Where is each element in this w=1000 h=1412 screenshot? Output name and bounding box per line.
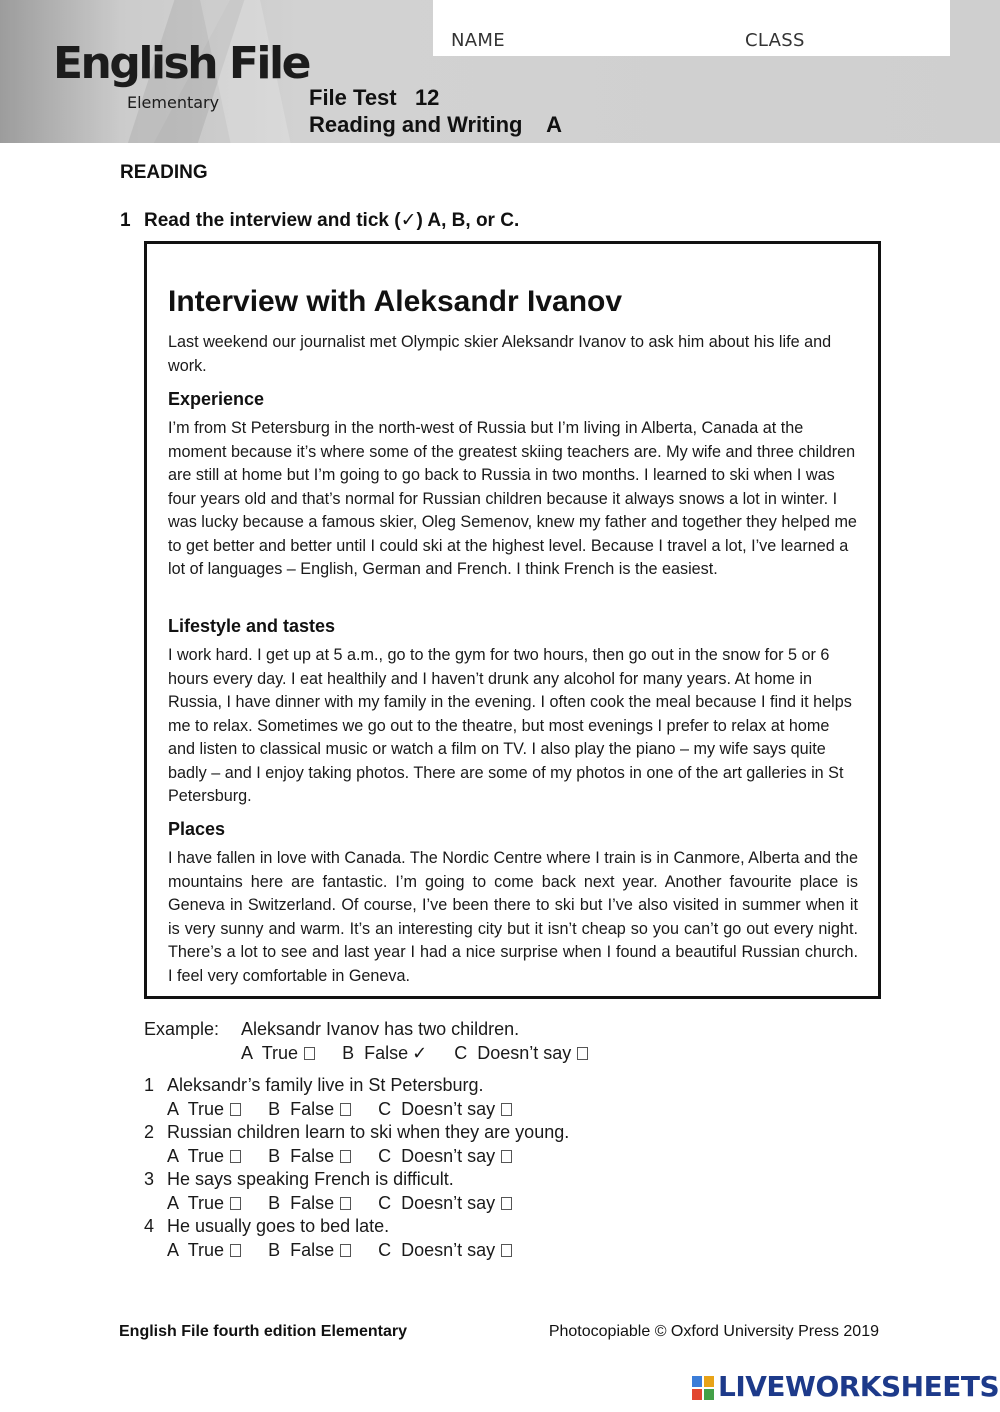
- liveworksheets-wordmark: LIVEWORKSHEETS: [718, 1370, 1000, 1403]
- item-statement: He usually goes to bed late.: [167, 1216, 390, 1236]
- section-text-places: I have fallen in love with Canada. The Nordic Centre where I train is in Canmore, Alberta and the mountains here are fantastic. I’m going to come back next year. Another favourite place is Geneva in Switzerland. Of course, I’ve been there to ski but I’ve also visited in summer when it is very sunny and warm. It’s an interesting city but it isn’t cheap so you can’t go out every night. There’s a lot to see and last year I had a nice surprise when I found a beautiful Russian church. I feel very comfortable in Geneva.: [168, 849, 858, 985]
- checkbox[interactable]: [501, 1103, 512, 1116]
- example-option-c: [454, 1043, 588, 1064]
- article-box: [144, 241, 881, 999]
- option-label: C Doesn’t say: [378, 1240, 496, 1260]
- item-statement: He says speaking French is difficult.: [167, 1169, 454, 1189]
- option-label: A True: [167, 1193, 225, 1213]
- checkbox[interactable]: [501, 1150, 512, 1163]
- option-c: [378, 1193, 512, 1214]
- section-title: READING: [120, 162, 208, 183]
- section-heading-experience: Experience: [168, 389, 265, 409]
- example-options: [241, 1043, 588, 1064]
- option-label: A True: [167, 1099, 225, 1119]
- checkbox[interactable]: [501, 1244, 512, 1257]
- example-statement: Aleksandr Ivanov has two children.: [241, 1019, 520, 1039]
- item-number: 3: [144, 1169, 155, 1189]
- option-label: B False: [268, 1240, 335, 1260]
- option-a: [167, 1099, 241, 1120]
- tick-mark: ✓: [412, 1043, 428, 1063]
- option-c: [378, 1146, 512, 1167]
- question-number: 1: [120, 210, 131, 231]
- checkbox[interactable]: [230, 1103, 241, 1116]
- checkbox[interactable]: [340, 1103, 351, 1116]
- checkbox[interactable]: [577, 1047, 588, 1060]
- checkbox[interactable]: [340, 1197, 351, 1210]
- option-c: [378, 1099, 512, 1120]
- test-subtitle: Reading and Writing A: [309, 112, 562, 137]
- option-b: [268, 1146, 351, 1167]
- option-a: [167, 1193, 241, 1214]
- item-number: 4: [144, 1216, 155, 1236]
- footer-edition: English File fourth edition Elementary: [119, 1323, 408, 1340]
- option-label: B False: [342, 1043, 409, 1063]
- option-a: [167, 1240, 241, 1261]
- option-b: [268, 1240, 351, 1261]
- item-options: [167, 1240, 512, 1261]
- option-label: C Doesn’t say: [454, 1043, 572, 1063]
- footer-copyright: Photocopiable © Oxford University Press 2019: [548, 1323, 879, 1340]
- test-title: File Test 12: [309, 85, 440, 110]
- checkbox[interactable]: [230, 1197, 241, 1210]
- item-statement: Russian children learn to ski when they are young.: [167, 1122, 570, 1142]
- name-label: NAME: [451, 30, 505, 51]
- question-text: Read the interview and tick (✓) A, B, or C.: [144, 210, 520, 231]
- option-label: B False: [268, 1146, 335, 1166]
- section-heading-places: Places: [168, 819, 226, 839]
- option-label: C Doesn’t say: [378, 1146, 496, 1166]
- checkbox[interactable]: [230, 1150, 241, 1163]
- option-label: A True: [241, 1043, 299, 1063]
- item-statement: Aleksandr’s family live in St Petersburg.: [167, 1075, 484, 1095]
- article-title: Interview with Aleksandr Ivanov: [168, 285, 623, 318]
- option-label: A True: [167, 1240, 225, 1260]
- item-number: 1: [144, 1075, 155, 1095]
- option-label: C Doesn’t say: [378, 1193, 496, 1213]
- checkbox[interactable]: [501, 1197, 512, 1210]
- item-options: [167, 1099, 512, 1120]
- checkbox[interactable]: [230, 1244, 241, 1257]
- checkbox[interactable]: [304, 1047, 315, 1060]
- checkbox[interactable]: [340, 1150, 351, 1163]
- option-a: [167, 1146, 241, 1167]
- example-option-a: [241, 1043, 315, 1064]
- liveworksheets-icon: [692, 1376, 714, 1400]
- name-class-box: [433, 0, 950, 56]
- article-intro: Last weekend our journalist met Olympic skier Aleksandr Ivanov to ask him about his life and work.: [168, 333, 832, 375]
- section-text-lifestyle: I work hard. I get up at 5 a.m., go to the gym for two hours, then go out in the snow for 5 or 6 hours every day. I eat healthily and I haven’t drunk any alcohol for many years. At home in Russia, I have dinner with my family in the evening. I often cook the meal because I find it helps me to relax. Sometimes we go out to the theatre, but most evenings I prefer to relax at home and listen to classical music or watch a film on TV. I also play the piano – my wife says quite badly – and I enjoy taking photos. There are some of my photos in one of the art galleries in St Petersburg.: [168, 646, 852, 805]
- option-b: [268, 1193, 351, 1214]
- option-label: B False: [268, 1193, 335, 1213]
- item-options: [167, 1146, 512, 1167]
- logo-title: English File: [53, 38, 309, 89]
- checkbox[interactable]: [340, 1244, 351, 1257]
- section-text-experience: I’m from St Petersburg in the north-west of Russia but I’m living in Alberta, Canada at the moment because it’s where some of the greatest skiing teachers are. My wife and three children are still at home but I’m going to go back to Russia in two months. I learned to ski when I was four years old and that’s normal for Russian children because it always snows a lot in winter. I was lucky because a famous skier, Oleg Semenov, knew my father and together they helped me to get better and better until I could ski at the highest level. Because I travel a lot, I’ve learned a lot of languages – English, German and French. I think French is the easiest.: [168, 419, 857, 578]
- logo-subtitle: Elementary: [127, 93, 220, 112]
- item-number: 2: [144, 1122, 155, 1142]
- option-b: [268, 1099, 351, 1120]
- question-instruction: [120, 209, 519, 232]
- option-label: B False: [268, 1099, 335, 1119]
- option-c: [378, 1240, 512, 1261]
- section-heading-lifestyle: Lifestyle and tastes: [168, 616, 336, 636]
- page-header: [0, 0, 1000, 143]
- example-label: Example:: [144, 1019, 220, 1039]
- option-label: A True: [167, 1146, 225, 1166]
- example-option-b: [342, 1043, 427, 1064]
- item-options: [167, 1193, 512, 1214]
- option-label: C Doesn’t say: [378, 1099, 496, 1119]
- class-label: CLASS: [745, 30, 805, 51]
